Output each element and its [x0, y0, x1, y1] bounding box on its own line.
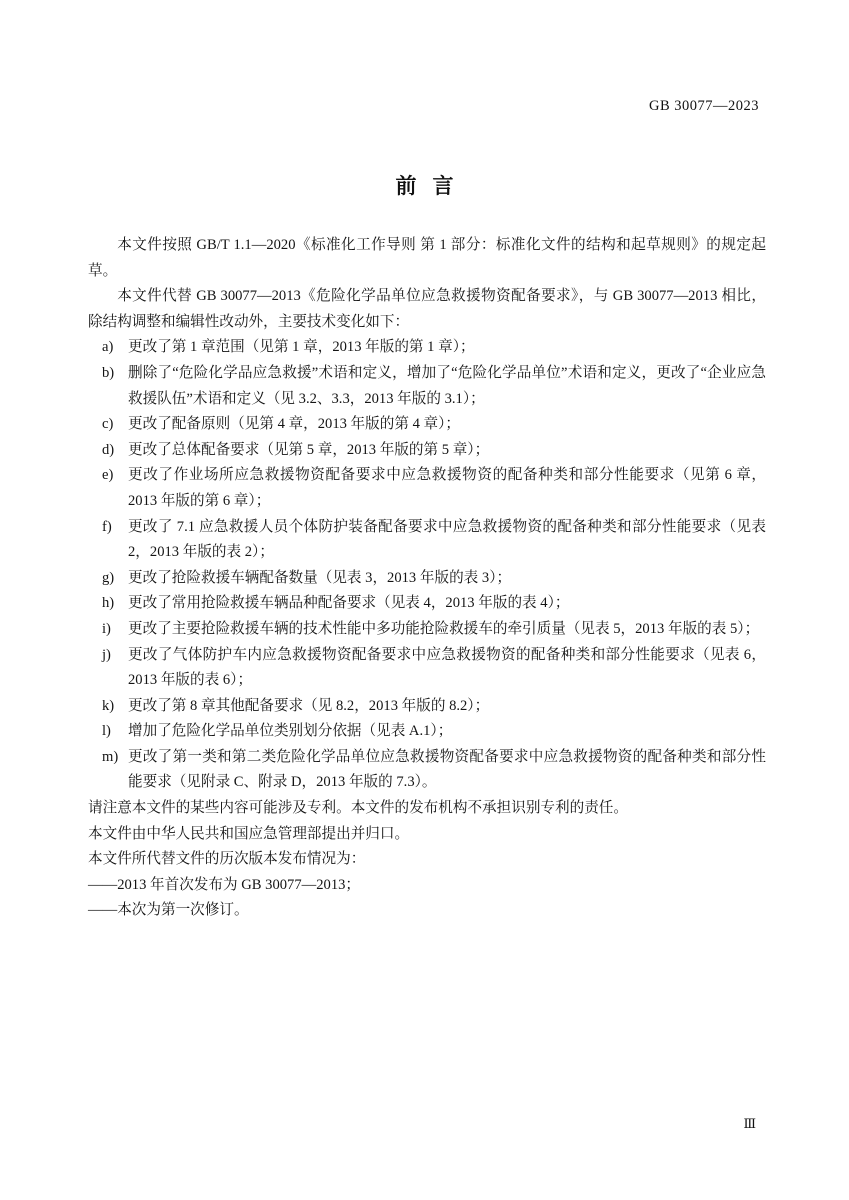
list-item-text: 更改了第 8 章其他配备要求（见 8.2，2013 年版的 8.2）； — [128, 697, 490, 714]
proposer-statement: 本文件由中华人民共和国应急管理部提出并归口。 — [88, 825, 410, 842]
list-item-text: 更改了主要抢险救援车辆的技术性能中多功能抢险救援车的牵引质量（见表 5，2013 年版的表 5）； — [128, 620, 760, 637]
list-item-text: 更改了作业场所应急救援物资配备要求中应急救援物资的配备种类和部分性能要求（见第 6 章，2013 年版的第 6 章）； — [128, 467, 766, 509]
list-item — [88, 719, 766, 745]
history-lead: 本文件所代替文件的历次版本发布情况为： — [88, 851, 366, 868]
list-marker: d) — [102, 441, 115, 458]
list-item — [88, 617, 766, 643]
list-item-text: 更改了总体配备要求（见第 5 章，2013 年版的第 5 章）； — [128, 441, 490, 458]
list-marker: k) — [102, 697, 115, 714]
changes-list — [88, 335, 766, 796]
page-title: 前言 — [395, 174, 470, 198]
list-marker: l) — [102, 723, 111, 740]
list-item-text: 更改了配备原则（见第 4 章，2013 年版的第 4 章）； — [128, 416, 461, 433]
list-item — [88, 515, 766, 566]
list-item-text: 增加了危险化学品单位类别划分依据（见表 A.1）； — [128, 723, 453, 740]
list-item — [88, 566, 766, 592]
list-item — [88, 694, 766, 720]
list-marker: f) — [102, 518, 112, 535]
list-item — [88, 361, 766, 412]
paragraph-scope-basis: 本文件按照 GB/T 1.1—2020《标准化工作导则 第 1 部分：标准化文件的结构和起草规则》的规定起草。 — [88, 237, 766, 279]
list-marker: a) — [102, 339, 114, 356]
list-item — [88, 643, 766, 694]
list-marker: j) — [102, 646, 111, 663]
list-item-text: 删除了“危险化学品应急救援”术语和定义，增加了“危险化学品单位”术语和定义，更改了“企业应急救援队伍”术语和定义（见 3.2、3.3，2013 年版的 3.1）； — [128, 364, 766, 407]
history-item: ——2013 年首次发布为 GB 30077—2013； — [88, 876, 361, 893]
list-marker: e) — [102, 467, 114, 484]
paragraph-replacement: 本文件代替 GB 30077—2013《危险化学品单位应急救援物资配备要求》，与 GB 30077—2013 相比，除结构调整和编辑性改动外，主要技术变化如下： — [88, 288, 766, 330]
list-item-text: 更改了第一类和第二类危险化学品单位应急救援物资配备要求中应急救援物资的配备种类和部分性能要求（见附录 C、附录 D，2013 年版的 7.3）。 — [128, 748, 766, 791]
list-marker: g) — [102, 569, 115, 586]
list-marker: h) — [102, 595, 115, 612]
list-item-text: 更改了抢险救援车辆配备数量（见表 3，2013 年版的表 3）； — [128, 569, 512, 586]
page-number: Ⅲ — [743, 1116, 757, 1131]
history-item: ——本次为第一次修订。 — [88, 902, 249, 919]
list-item-text: 更改了第 1 章范围（见第 1 章，2013 年版的第 1 章）； — [128, 339, 475, 356]
list-item — [88, 463, 766, 514]
list-marker: c) — [102, 416, 114, 433]
patent-notice: 请注意本文件的某些内容可能涉及专利。本文件的发布机构不承担识别专利的责任。 — [88, 800, 628, 817]
list-marker: i) — [102, 620, 111, 637]
list-marker: m) — [102, 748, 119, 765]
list-marker: b) — [102, 364, 115, 381]
list-item-text: 更改了常用抢险救援车辆品种配备要求（见表 4，2013 年版的表 4）； — [128, 595, 570, 612]
list-item — [88, 745, 766, 796]
list-item — [88, 438, 766, 464]
standard-number-header: GB 30077—2023 — [648, 98, 759, 114]
list-item-text: 更改了 7.1 应急救援人员个体防护装备配备要求中应急救援物资的配备种类和部分性能要求（见表 2，2013 年版的表 2）； — [128, 518, 766, 561]
list-item — [88, 412, 766, 438]
list-item-text: 更改了气体防护车内应急救援物资配备要求中应急救援物资的配备种类和部分性能要求（见表 6，2013 年版的表 6）； — [128, 646, 766, 689]
list-item — [88, 591, 766, 617]
list-item — [88, 335, 766, 361]
foreword-content — [88, 233, 766, 924]
